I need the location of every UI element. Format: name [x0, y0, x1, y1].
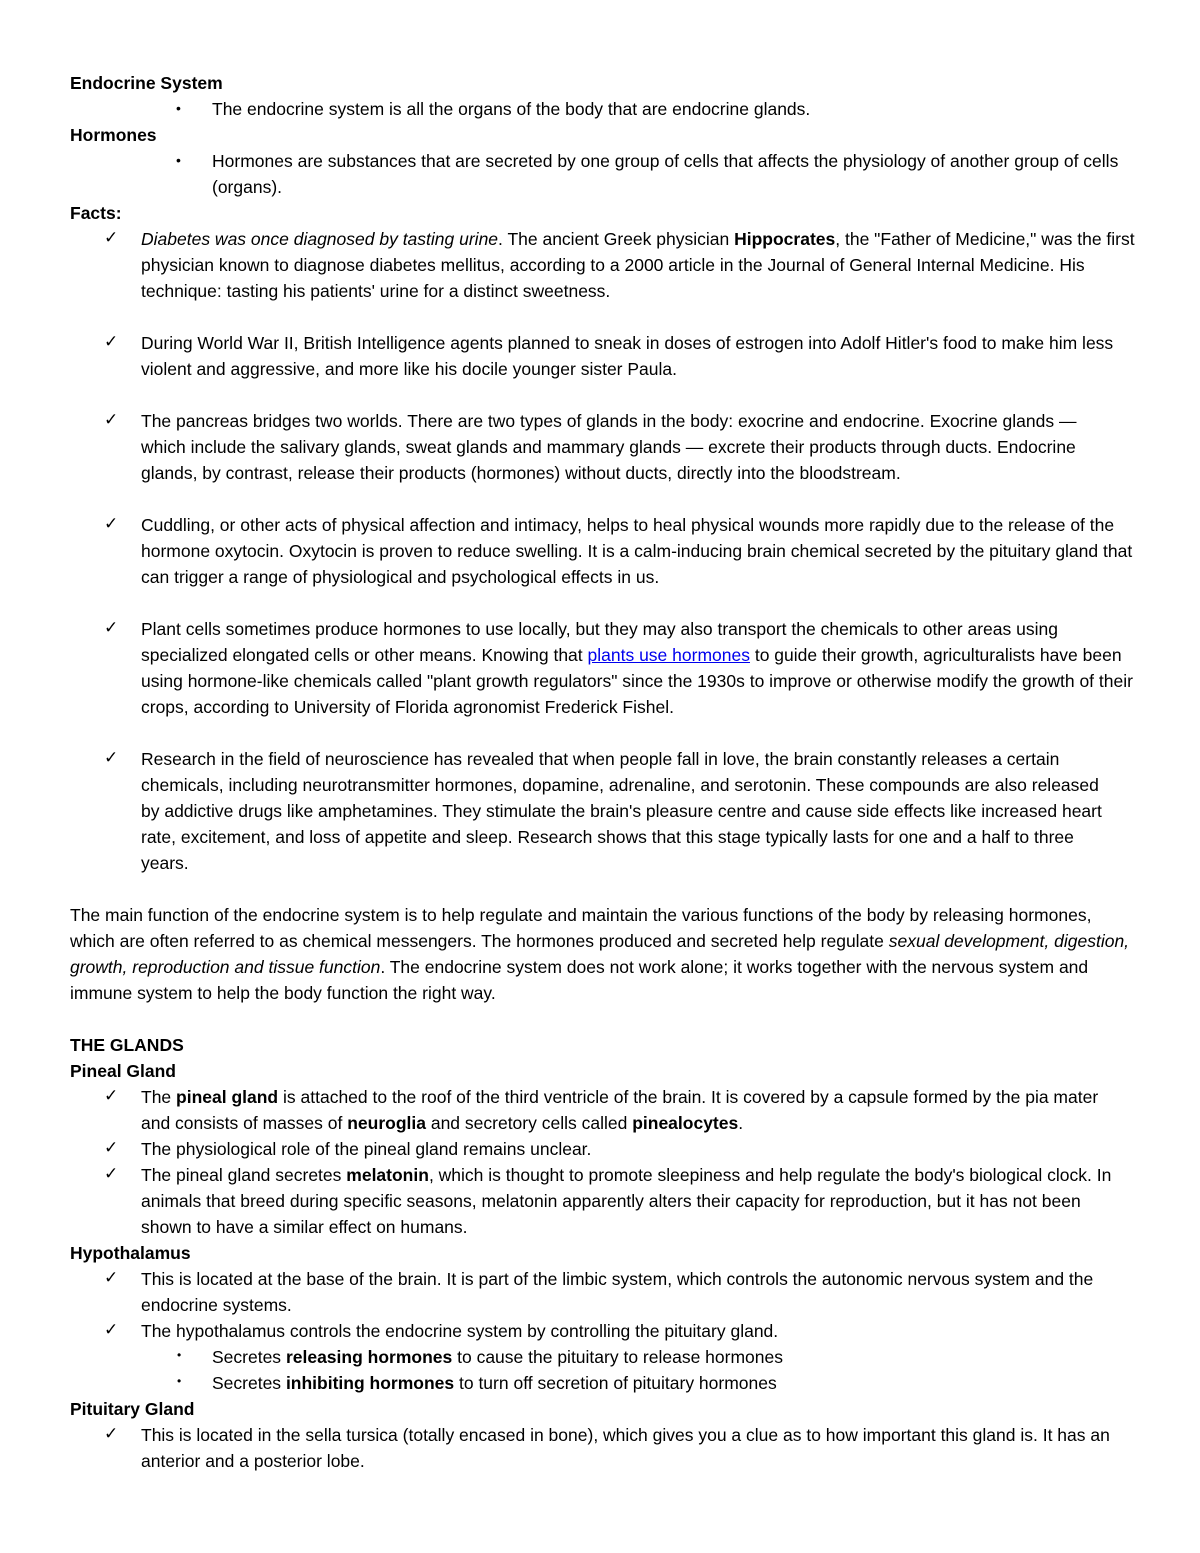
hypothalamus-sub-1-text — [212, 1344, 1112, 1370]
pineal-point-2-text: The physiological role of the pineal gland remains unclear. — [141, 1139, 592, 1159]
hypothalamus-point-1-text: This is located at the base of the brain. It is part of the limbic system, which controls the autonomic nervous system and the endocrine systems. — [141, 1269, 1094, 1315]
main-function-paragraph — [70, 902, 1135, 1006]
bullet-dot-icon: • — [176, 100, 181, 116]
pineal-point-1-text — [141, 1084, 1126, 1136]
hippocrates-bold: Hippocrates — [734, 229, 836, 249]
text-run: is attached to the roof of the third ventricle of the brain. It is covered by a capsule formed by the pia mater and consists of masses of — [141, 1087, 1099, 1133]
fact-1-part-b: , the "Father of Medicine," was the first physician known to diagnose diabetes mellitus, according to a 2000 article in the Journal of General Internal Medicine. His technique: tasting his patients' urine for a distinct sweetness. — [141, 229, 1135, 301]
pineal-gland-bold: pineal gland — [176, 1087, 279, 1107]
hypothalamus-sub-2-text — [212, 1370, 1112, 1396]
checkmark-icon: ✓ — [104, 748, 119, 767]
inhibiting-hormones-bold: inhibiting hormones — [285, 1373, 455, 1393]
pituitary-heading: Pituitary Gland — [70, 1399, 195, 1419]
small-bullet-icon: • — [177, 1374, 182, 1388]
facts-heading: Facts: — [70, 203, 122, 223]
glands-heading: THE GLANDS — [70, 1035, 184, 1055]
checkmark-icon: ✓ — [104, 1164, 119, 1183]
checkmark-icon: ✓ — [104, 1138, 119, 1157]
text-run: and secretory cells called — [425, 1113, 633, 1133]
fact-5-part-a: Plant cells sometimes produce hormones to use locally, but they may also transport the chemicals to other areas using specialized elongated cells or other means. Knowing that — [141, 619, 1058, 665]
text-run: to cause the pituitary to release hormones — [452, 1347, 783, 1367]
hypothalamus-heading: Hypothalamus — [70, 1243, 191, 1263]
checkmark-icon: ✓ — [104, 618, 119, 637]
text-run: Secretes — [212, 1347, 286, 1367]
checkmark-icon: ✓ — [104, 1320, 119, 1339]
fact-3-text: The pancreas bridges two worlds. There are two types of glands in the body: exocrine and endocrine. Exocrine glands — which include the salivary glands, sweat glands and mammary glands — excrete their products through ducts. Endocrine glands, by contrast, release their products (hormones) without ducts, directly into the bloodstream. — [141, 411, 1077, 483]
checkmark-icon: ✓ — [104, 514, 119, 533]
checkmark-icon: ✓ — [104, 332, 119, 351]
hypothalamus-point-2-text: The hypothalamus controls the endocrine system by controlling the pituitary gland. — [141, 1321, 779, 1341]
fact-5-text — [141, 616, 1136, 720]
checkmark-icon: ✓ — [104, 410, 119, 429]
text-run: The pineal gland secretes — [141, 1165, 347, 1185]
hormones-heading: Hormones — [70, 125, 157, 145]
fact-1-part-a: . The ancient Greek physician — [498, 229, 735, 249]
endocrine-heading: Endocrine System — [70, 73, 223, 93]
bullet-dot-icon: • — [176, 152, 181, 168]
checkmark-icon: ✓ — [104, 1424, 119, 1443]
text-run: The — [141, 1087, 177, 1107]
text-run: , which is thought to promote sleepiness and help regulate the body's biological clock. In animals that breed during specific seasons, melatonin apparently alters their capacity for reproduction, but it has not been shown to have a similar effect on humans. — [141, 1165, 1112, 1237]
pinealocytes-bold: pinealocytes — [632, 1113, 739, 1133]
fact-4-text: Cuddling, or other acts of physical affection and intimacy, helps to heal physical wounds more rapidly due to the release of the hormone oxytocin. Oxytocin is proven to reduce swelling. It is a calm-inducing brain chemical secreted by the pituitary gland that can trigger a range of physiological and psychological effects in us. — [141, 515, 1133, 587]
fact-2-text: During World War II, British Intelligence agents planned to sneak in doses of estrogen into Adolf Hitler's food to make him less violent and aggressive, and more like his docile younger sister Paula. — [141, 333, 1114, 379]
fact-6-text: Research in the field of neuroscience has revealed that when people fall in love, the brain constantly releases a certain chemicals, including neurotransmitter hormones, dopamine, adrenaline, and serotonin. These compounds are also released by addictive drugs like amphetamines. They stimulate the brain's pleasure centre and cause side effects like increased heart rate, excitement, and loss of appetite and sleep. Research shows that this stage typically lasts for one and a half to three years. — [141, 749, 1102, 873]
text-run: Secretes — [212, 1373, 286, 1393]
checkmark-icon: ✓ — [104, 228, 119, 247]
pineal-point-3-text — [141, 1162, 1136, 1240]
pituitary-point-1-text: This is located in the sella tursica (totally encased in bone), which gives you a clue as to how important this gland is. It has an anterior and a posterior lobe. — [141, 1425, 1110, 1471]
text-run: . — [738, 1113, 744, 1133]
releasing-hormones-bold: releasing hormones — [285, 1347, 453, 1367]
fact-1-text — [141, 226, 1136, 304]
fact-1-italic: Diabetes was once diagnosed by tasting urine — [141, 229, 499, 249]
small-bullet-icon: • — [177, 1348, 182, 1362]
main-para-italic: sexual development, digestion, growth, reproduction and tissue function — [70, 931, 1130, 977]
text-run: to turn off secretion of pituitary hormones — [454, 1373, 777, 1393]
melatonin-bold: melatonin — [346, 1165, 429, 1185]
endocrine-text: The endocrine system is all the organs of the body that are endocrine glands. — [212, 99, 811, 119]
neuroglia-bold: neuroglia — [347, 1113, 426, 1133]
checkmark-icon: ✓ — [104, 1268, 119, 1287]
main-para-part-b: . The endocrine system does not work alone; it works together with the nervous system and immune system to help the body function the right way. — [70, 957, 1089, 1003]
plants-use-hormones-link[interactable]: plants use hormones — [587, 645, 750, 665]
checkmark-icon: ✓ — [104, 1086, 119, 1105]
hormones-text: Hormones are substances that are secreted by one group of cells that affects the physiology of another group of cells (organs). — [212, 151, 1119, 197]
main-para-part-a: The main function of the endocrine system is to help regulate and maintain the various functions of the body by releasing hormones, which are often referred to as chemical messengers. The hormones produced and secreted help regulate — [70, 905, 1092, 951]
pineal-heading: Pineal Gland — [70, 1061, 176, 1081]
fact-5-part-b: to guide their growth, agriculturalists have been using hormone-like chemicals called "plant growth regulators" since the 1930s to improve or otherwise modify the growth of their crops, according to University of Florida agronomist Frederick Fishel. — [141, 645, 1133, 717]
